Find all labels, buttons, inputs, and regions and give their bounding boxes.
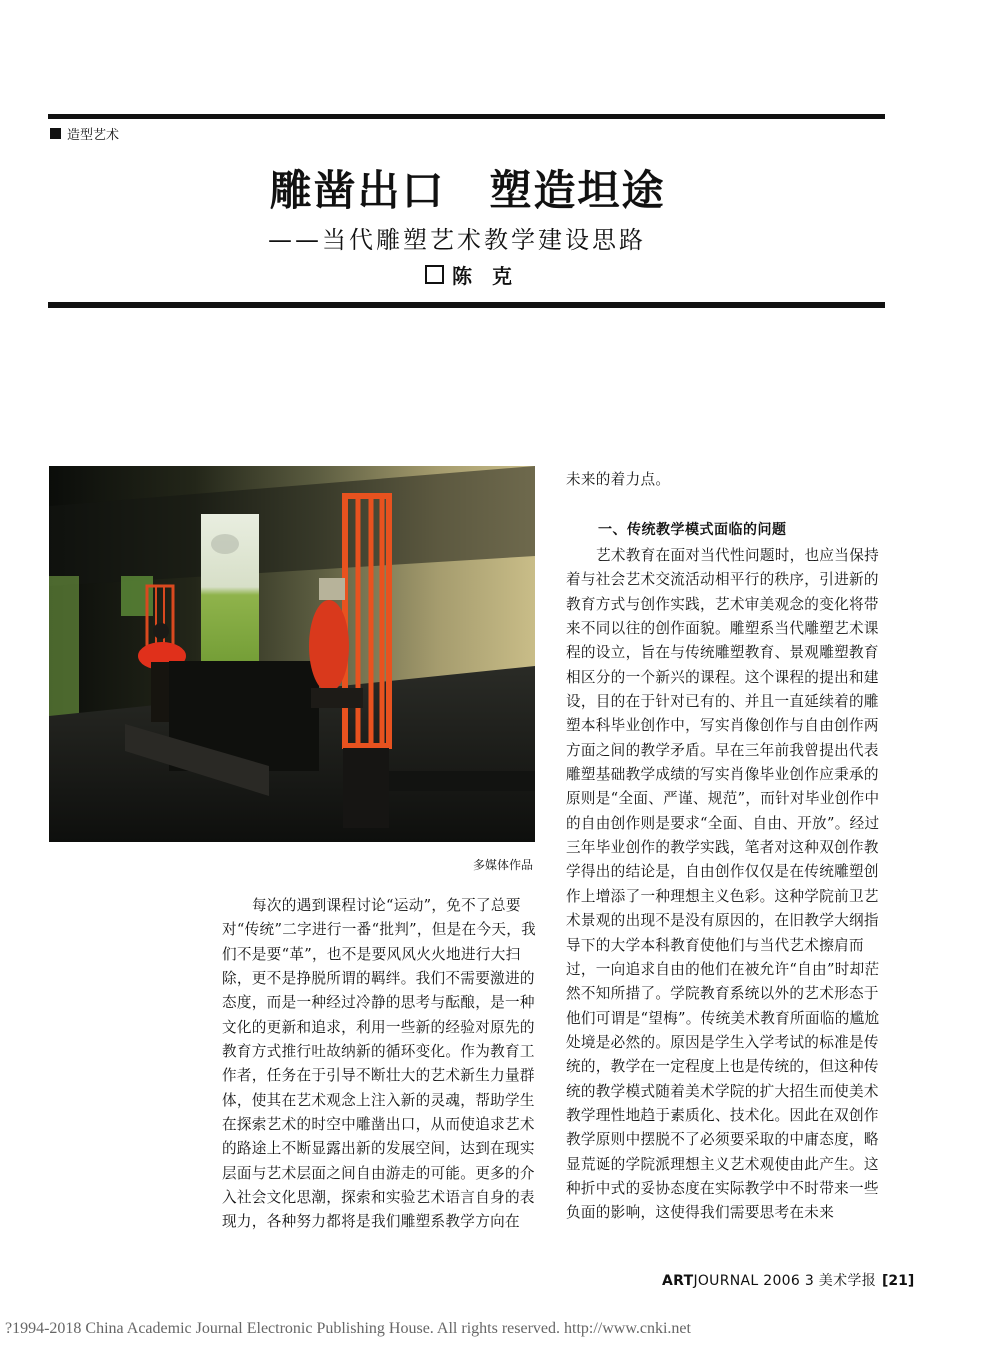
section-tag [50, 124, 119, 143]
exhibition-photo-illustration [49, 466, 535, 842]
square-bullet-icon [50, 128, 61, 139]
journal-name [662, 1270, 876, 1290]
author-box-icon [425, 265, 444, 284]
page-number: [21] [882, 1273, 915, 1289]
left-column-paragraph: 每次的遇到课程讨论“运动”，免不了总要对“传统”二字进行一番“批判”，但是在今天，我们不是要“革”，也不是要风风火火地进行大扫除，更不是挣脱所谓的羁绊。我们不需要激进的态度，而是一种经过冷静的思考与酝酿，是一种文化的更新和追求，利用一些新的经验对原先的教育方式推行吐故纳新的循环变化。作为教育工作者，任务在于引导不断壮大的艺术新生力量群体，使其在艺术观念上注入新的灵魂，帮助学生在探索艺术的时空中雕凿出口，从而使追求艺术的路途上不断显露出新的发展空间，达到在现实层面与艺术层面之间自由游走的可能。更多的介入社会文化思潮，探索和实验艺术语言自身的表现力，各种努力都将是我们雕塑系教学方向在 [222, 897, 537, 1231]
page-footer [662, 1270, 914, 1290]
author-name: 陈克 [452, 264, 532, 288]
journal-name-rest: JOURNAL 2006 3 美术学报 [693, 1273, 876, 1289]
journal-name-bold: ART [662, 1273, 694, 1289]
right-column-paragraph: 艺术教育在面对当代性问题时，也应当保持着与社会艺术交流活动相平行的秩序，引进新的教育方式与创作实践，艺术审美观念的变化将带来不同以往的创作面貌。雕塑系当代雕塑艺术课程的设立，旨在与传统雕塑教育、景观雕塑教育相区分的一个新兴的课程。这个课程的提出和建设，目的在于针对已有的、并且一直延续着的雕塑本科毕业创作中，写实肖像创作与自由创作两方面之间的教学矛盾。早在三年前我曾提出代表雕塑基础教学成绩的写实肖像毕业创作应秉承的原则是“全面、严谨、规范”，而针对毕业创作中的自由创作则是要求“全面、自由、开放”。经过三年毕业创作的教学实践，笔者对这种双创作教学得出的结论是，自由创作仅仅是在传统雕塑创作上增添了一种理想主义色彩。这种学院前卫艺术景观的出现不是没有原因的，在旧教学大纲指导下的大学本科教育使他们与当代艺术擦肩而过，一向追求自由的他们在被允许“自由”时却茫然不知所措了。学院教育系统以外的艺术形态于他们可谓是“望梅”。传统美术教育所面临的尴尬处境是必然的。原因是学生入学考试的标准是传统的，教学在一定程度上也是传统的，但这种传统的教学模式随着美术学院的扩大招生而使美术教学理性地趋于素质化、技术化。因此在双创作教学原则中摆脱不了必须要采取的中庸态度，略显荒诞的学院派理想主义艺术观使由此产生。这种折中式的妥协态度在实际教学中不时带来一些负面的影响，这使得我们需要思考在未来 [566, 547, 880, 1222]
copyright-notice: ?1994-2018 China Academic Journal Electronic Publishing House. All rights reserved. http://www.cnki.net [5, 1320, 691, 1337]
section-heading: 一、传统教学模式面临的问题 [598, 522, 787, 538]
multimedia-artwork-photo [49, 466, 535, 842]
author-line [425, 260, 532, 289]
bottom-rule [48, 302, 885, 308]
figure-caption: 多媒体作品 [473, 858, 534, 872]
article-title: 雕凿出口 塑造坦途 [269, 166, 666, 215]
section-tag-label: 造型艺术 [67, 128, 120, 143]
right-column-intro: 未来的着力点。 [566, 471, 671, 488]
article-subtitle: ——当代雕塑艺术教学建设思路 [268, 226, 646, 254]
top-rule [48, 114, 885, 119]
